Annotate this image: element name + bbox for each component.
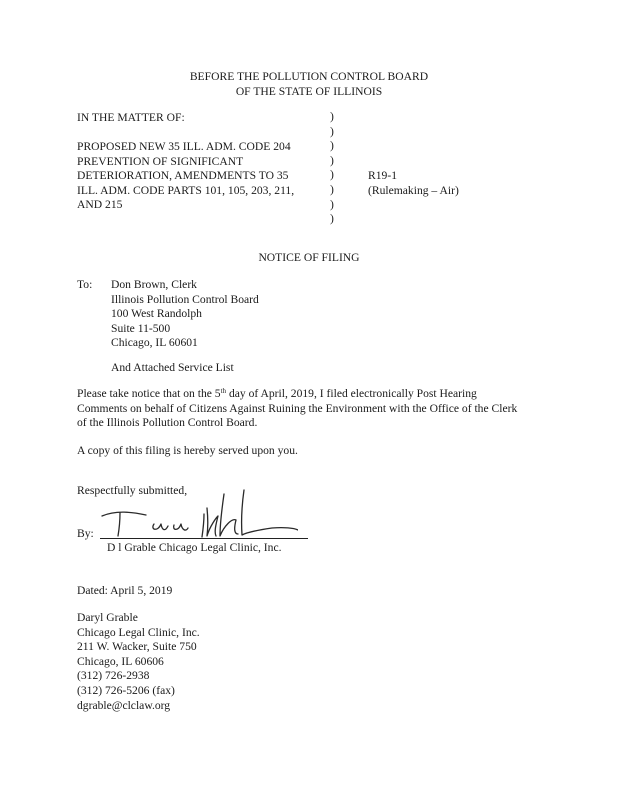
ordinal-suffix: th — [220, 387, 227, 395]
addressee-block — [111, 278, 259, 351]
paren: ) — [330, 153, 334, 167]
proposal-line: PROPOSED NEW 35 ILL. ADM. CODE 204 — [77, 140, 291, 153]
heading-line-2: OF THE STATE OF ILLINOIS — [235, 84, 383, 98]
dated: Dated: April 5, 2019 — [77, 584, 173, 597]
board-heading — [0, 70, 618, 99]
body-line-3: of the Illinois Pollution Control Board. — [77, 416, 258, 430]
contact-block — [77, 611, 200, 713]
signer-name: D l Grable Chicago Legal Clinic, Inc. — [107, 541, 282, 554]
proposal-line: ILL. ADM. CODE PARTS 101, 105, 203, 211, — [77, 183, 295, 197]
body-text: Please take notice that on the 5 — [77, 387, 221, 400]
paren: ) — [330, 182, 334, 196]
contact-org: Chicago Legal Clinic, Inc. — [77, 625, 200, 639]
proposal-line: AND 215 — [77, 198, 123, 212]
to-label: To: — [77, 278, 93, 291]
proposal-line: DETERIORATION, AMENDMENTS TO 35 — [77, 169, 289, 183]
paren: ) — [330, 110, 334, 123]
paren: ) — [330, 168, 334, 182]
contact-name: Daryl Grable — [77, 611, 138, 624]
docket-number: R19-1 — [368, 169, 397, 182]
addressee-line: Chicago, IL 60601 — [111, 336, 198, 350]
paren: ) — [330, 212, 334, 226]
paren: ) — [330, 124, 334, 138]
contact-city: Chicago, IL 60606 — [77, 654, 164, 668]
proposal-line: PREVENTION OF SIGNIFICANT — [77, 154, 244, 168]
matter-label: IN THE MATTER OF: — [77, 111, 185, 124]
body-text: day of April, 2019, I filed electronically Post Hearing — [226, 387, 477, 400]
by-label: By: — [77, 527, 94, 540]
body-line-1 — [77, 387, 517, 402]
attached-service-list: And Attached Service List — [111, 361, 234, 374]
notice-body — [77, 387, 517, 431]
handwritten-signature — [98, 488, 298, 540]
heading-line-1: BEFORE THE POLLUTION CONTROL BOARD — [189, 70, 429, 83]
contact-phone: (312) 726-2938 — [77, 669, 150, 683]
signature-line — [100, 538, 308, 539]
proposal-caption — [77, 140, 294, 213]
contact-email: dgrable@clclaw.org — [77, 698, 171, 712]
body-line-2: Comments on behalf of Citizens Against Ruining the Environment with the Office of the Clerk — [77, 401, 518, 415]
addressee-line: 100 West Randolph — [111, 307, 202, 321]
paren: ) — [330, 197, 334, 211]
addressee-line: Illinois Pollution Control Board — [111, 292, 259, 306]
caption-parentheses — [330, 110, 334, 227]
contact-fax: (312) 726-5206 (fax) — [77, 683, 175, 697]
docket-type: (Rulemaking – Air) — [368, 184, 459, 197]
addressee-line: Suite 11-500 — [111, 321, 171, 335]
addressee-line: Don Brown, Clerk — [111, 278, 197, 291]
service-statement: A copy of this filing is hereby served upon you. — [77, 444, 298, 457]
paren: ) — [330, 139, 334, 153]
closing: Respectfully submitted, — [77, 484, 188, 497]
notice-title: NOTICE OF FILING — [258, 251, 360, 264]
contact-street: 211 W. Wacker, Suite 750 — [77, 640, 197, 654]
